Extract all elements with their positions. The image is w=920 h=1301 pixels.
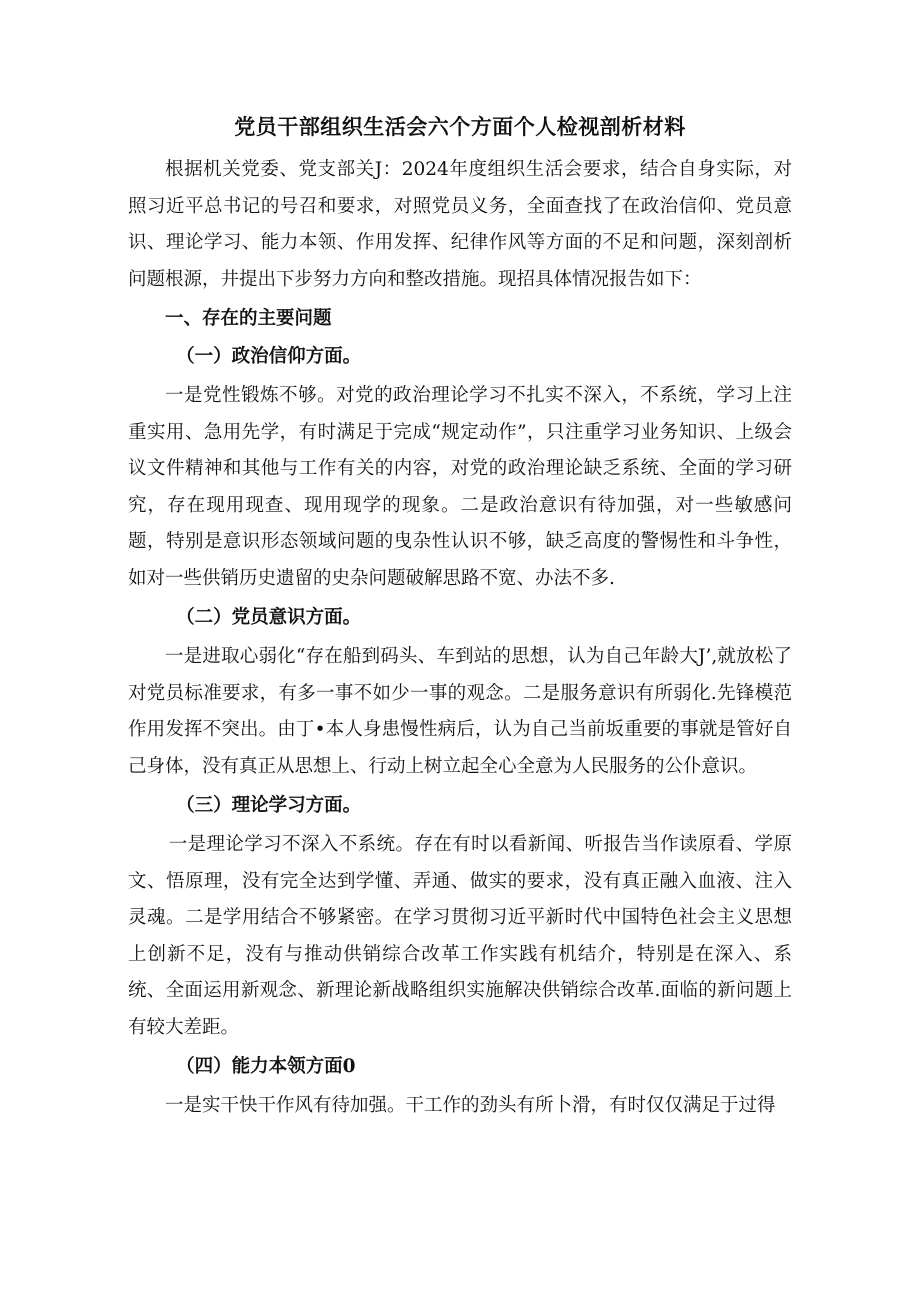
- paragraph-theory-study: 一是理论学习不深入不系统。存在有时以看新闻、听报告当作读原看、学原文、悟原理，没有完全达到学懂、弄通、做实的要求，没有真正融入血液、注入灵魂。二是学用结合不够紧密。在学习贯彻习近平新时代中国特色社会主义思想上创新不足，没有与推动供销综合改革工作实践有机结介，特别是在深入、系统、全面运用新观念、新理论新战略组织实施解决供销综合改革.面临的新问题上有较大差距。: [128, 834, 792, 1038]
- intro-paragraph: 根据机关党委、党支部关J：2024年度组织生活会要求，结合自身实际，对照习近平总书记的号召和要求，对照党员义务，全面查找了在政治信仰、党员意识、理论学习、能力本领、作用发挥、纪律作风等方面的不足和问题，深刻剖析问题根源，井提出下步努力方向和整改措施。现招具体情况报告如下：: [128, 159, 792, 290]
- document-title: 党员干部组织生活会六个方面个人检视剖析材料: [234, 115, 686, 139]
- paragraph-ability: 一是实干快干作风有待加强。干工作的劲头有所卜滑，有时仅仅满足于过得: [165, 1095, 776, 1116]
- paragraph-political-belief: 一是党性锻炼不够。对党的政治理论学习不扎实不深入，不系统，学习上注重实用、急用先学，有时满足于完成“规定动作”，只注重学习业务知识、上级会议文件精神和其他与工作有关的内容，对党的政治理论缺乏系统、全面的学习研究，存在现用现查、现用现学的现象。二是政治意识有待加强，对一些敏感问题，特别是意识形态领域问题的曳杂性认识不够，缺乏高度的警惕性和斗争性，如对一些供销历史遗留的史杂问题破解思路不宽、办法不多.: [128, 385, 792, 589]
- subheading-ability: （四）能力本领方面0: [176, 1056, 356, 1077]
- subheading-political-belief: （一）政治信仰方面。: [176, 346, 362, 367]
- section-heading-main-problems: 一、存在的主要问题: [165, 308, 332, 329]
- paragraph-party-awareness: 一是进取心弱化“存在船到码头、车到站的思想，认为自己年龄大J’,就放松了对党员标准要求，有多一事不如少一事的观念。二是服务意识有所弱化.先锋模范作用发挥不突出。由丁•本人身患慢性病后，认为自己当前坂重要的事就是管好自己身体，没有真正从思想上、行动上树立起全心全意为人民服务的公仆意识。: [128, 646, 792, 777]
- subheading-party-awareness: （二）党员意识方面。: [176, 607, 362, 628]
- subheading-theory-study: （三）理论学习方面。: [176, 795, 362, 816]
